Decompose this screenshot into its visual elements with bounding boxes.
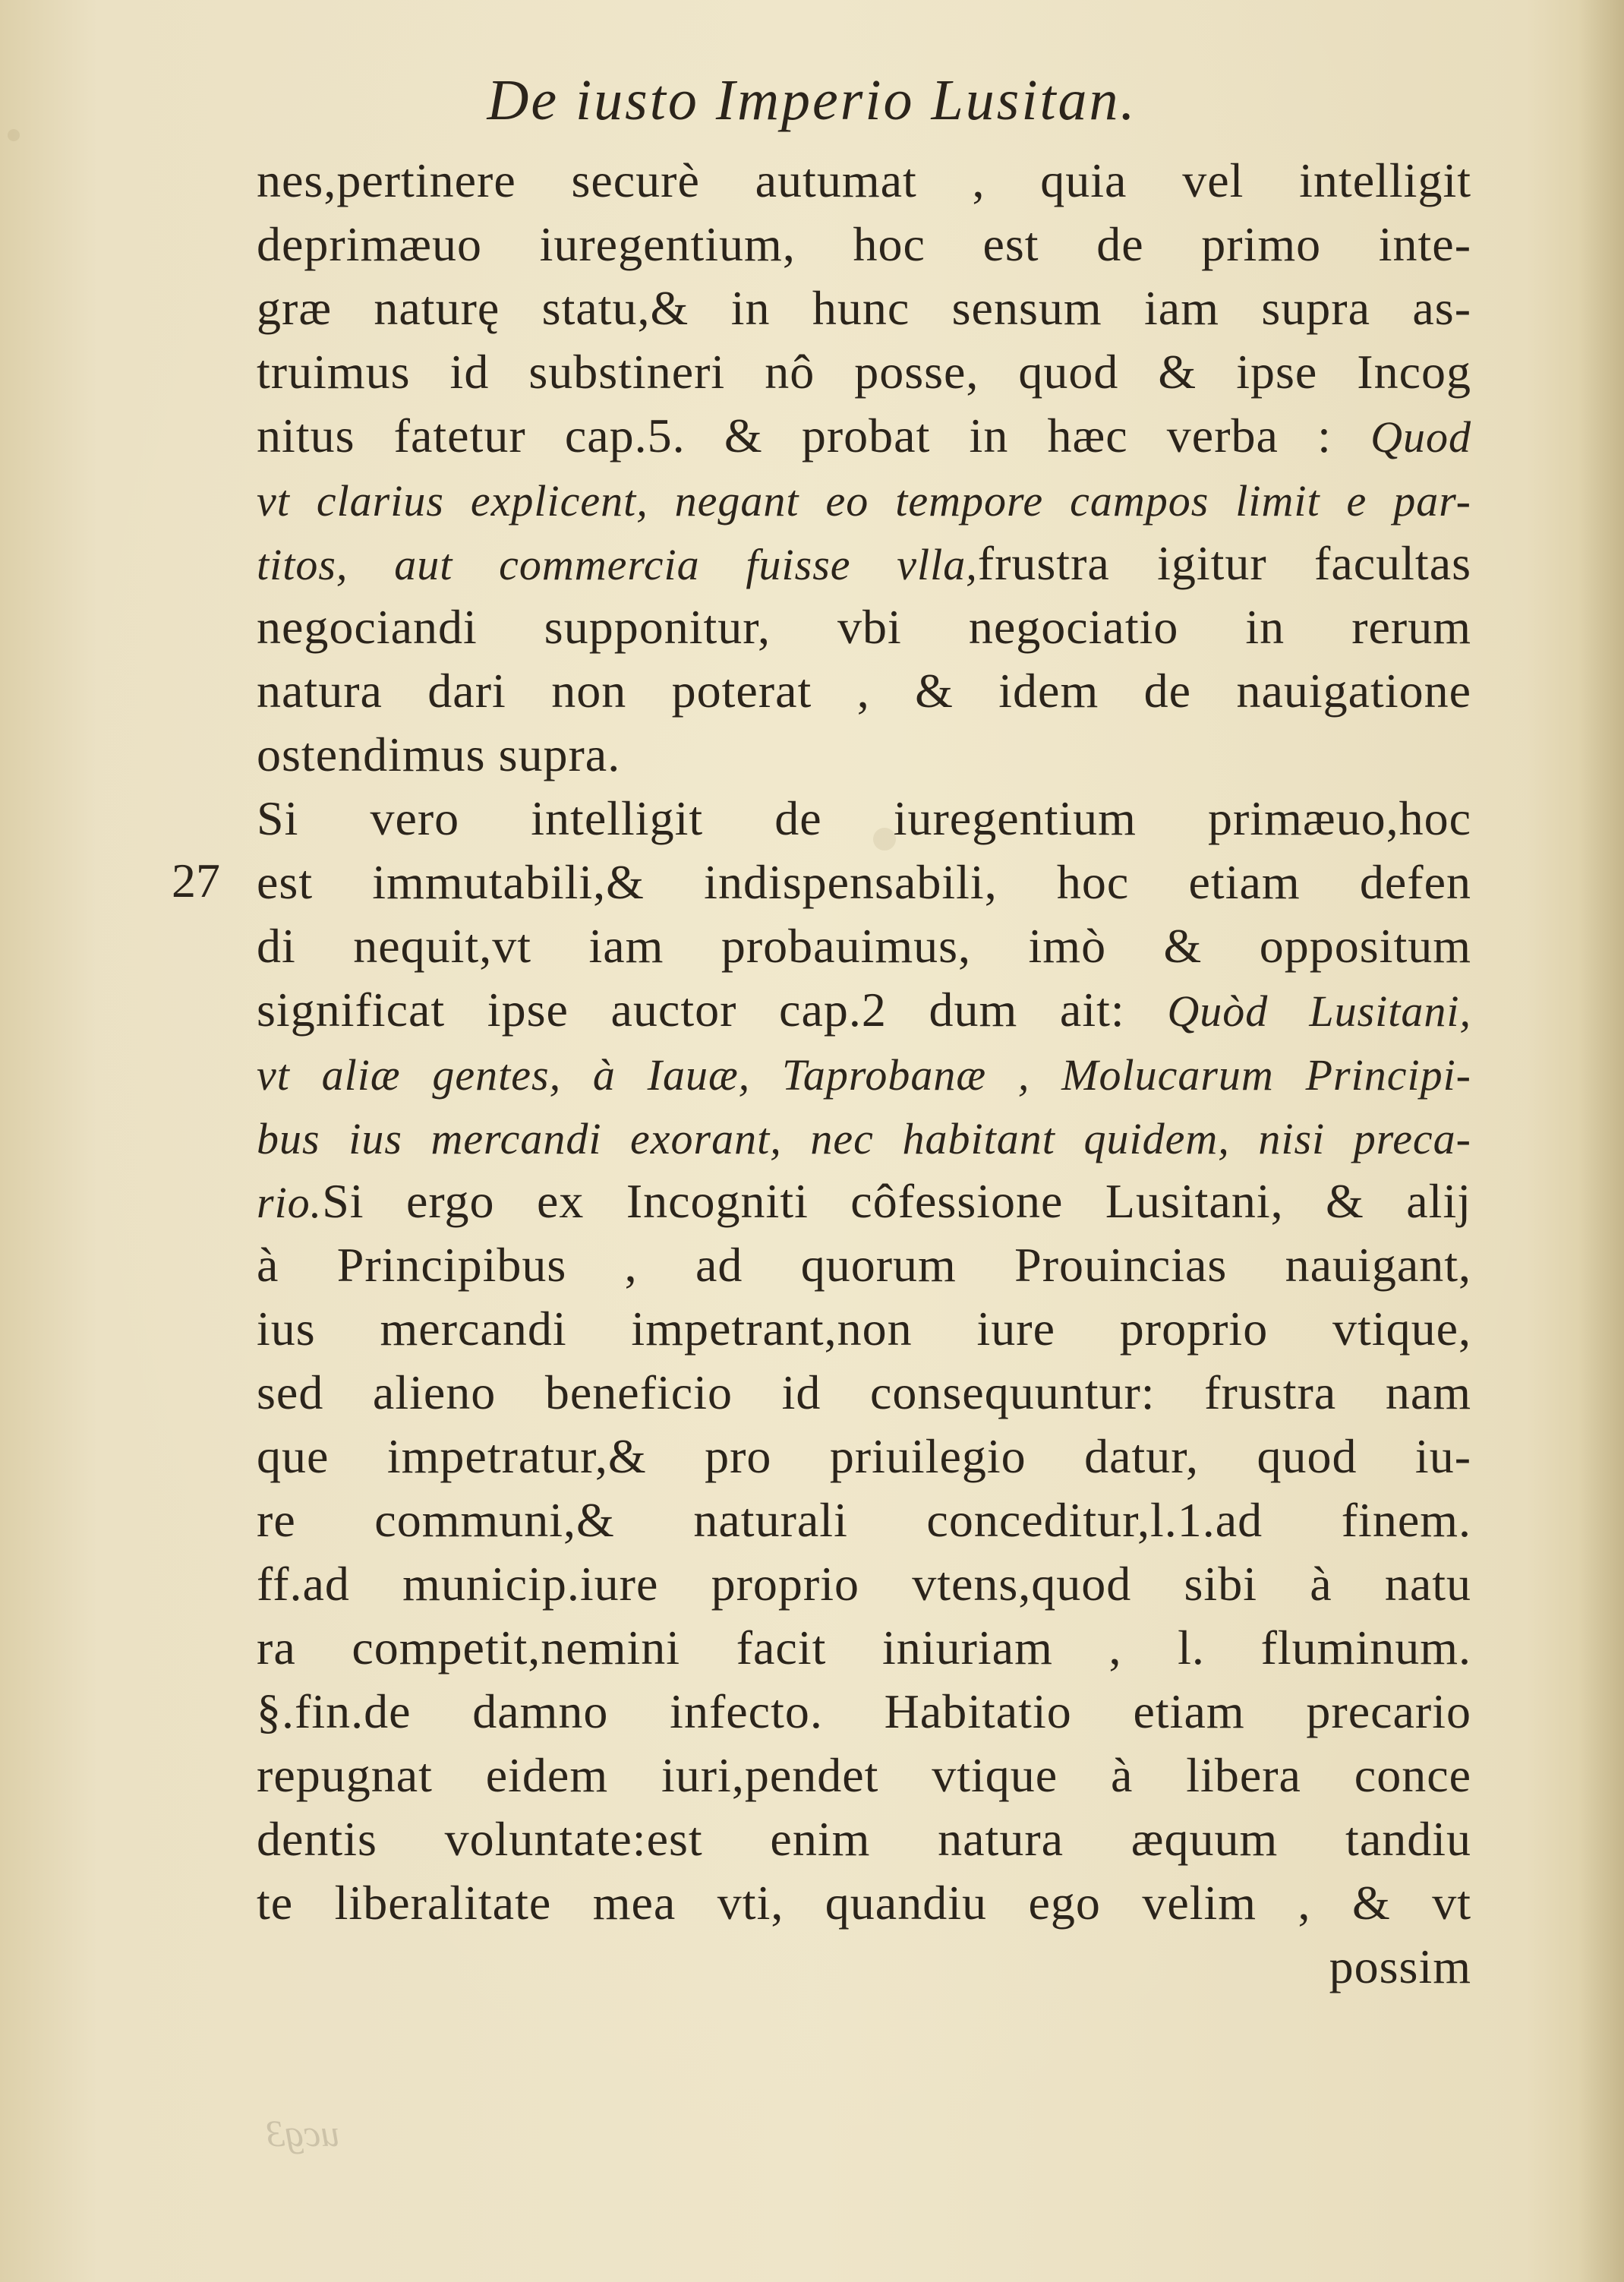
text-line: [257, 1807, 1471, 1871]
text-line: [257, 978, 1471, 1042]
line-text: nes,pertinere securè autumat , quia vel intelligit: [257, 153, 1471, 207]
catchword: possim: [1329, 1940, 1471, 1993]
text-line: [257, 1871, 1471, 1935]
text-line: [257, 276, 1471, 340]
text-line: [257, 1297, 1471, 1361]
line-text: natura dari non poterat , & idem de nauigatione: [257, 664, 1471, 718]
line-text: ostendimus supra.: [257, 728, 621, 781]
italic-quotation: bus ius mercandi exorant, nec habitant quidem, nisi preca-: [257, 1114, 1471, 1163]
text-line: [257, 1169, 1471, 1233]
line-text: à Principibus , ad quorum Prouincias nauigant,: [257, 1238, 1471, 1292]
text-line: [257, 1233, 1471, 1297]
show-through-ink: ucg3: [266, 2112, 340, 2154]
line-text: deprimæuo iuregentium, hoc est de primo inte-: [257, 217, 1471, 271]
text-line: [257, 213, 1471, 276]
text-line: [257, 1361, 1471, 1425]
line-text: Si vero intelligit de iuregentium primæuo,hoc: [257, 791, 1471, 845]
line-text: negociandi supponitur, vbi negociatio in rerum: [257, 600, 1471, 654]
text-line: [257, 1552, 1471, 1616]
italic-quotation: Quod: [1370, 412, 1471, 462]
line-text: truimus id substineri nô posse, quod & ipse Incog: [257, 345, 1471, 399]
text-line: [257, 1680, 1471, 1744]
italic-quotation: vt clarius explicent, negant eo tempore campos limit e par-: [257, 476, 1471, 526]
line-text: dentis voluntate:est enim natura æquum tandiu: [257, 1812, 1471, 1866]
line-text: græ naturę statu,& in hunc sensum iam supra as-: [257, 281, 1471, 335]
line-text: te liberalitate mea vti, quandiu ego velim , & vt: [257, 1876, 1471, 1930]
text-line: [257, 1425, 1471, 1488]
text-line: [257, 851, 1471, 914]
line-text: nitus fatetur cap.5. & probat in hæc verba :: [257, 409, 1371, 462]
text-line: [257, 340, 1471, 404]
text-line: [257, 595, 1471, 659]
line-text: sed alieno beneficio id consequuntur: frustra nam: [257, 1365, 1471, 1419]
text-line: [257, 468, 1471, 532]
text-line: [257, 532, 1471, 595]
text-line: [257, 914, 1471, 978]
line-text: Si ergo ex Incogniti côfessione Lusitani, & alij: [322, 1174, 1471, 1228]
line-text: significat ipse auctor cap.2 dum ait:: [257, 983, 1168, 1037]
line-text: frustra igitur facultas: [977, 536, 1472, 590]
line-text: repugnat eidem iuri,pendet vtique à libera conce: [257, 1748, 1471, 1802]
text-line: [257, 723, 1471, 787]
text-line: [257, 659, 1471, 723]
margin-section-number: 27: [172, 854, 220, 907]
page-edge-shadow: [1578, 0, 1624, 2282]
line-text: est immutabili,& indispensabili, hoc etiam defen: [257, 855, 1471, 909]
italic-quotation: Quòd Lusitani,: [1167, 986, 1472, 1036]
line-text: re communi,& naturali conceditur,l.1.ad finem.: [257, 1493, 1471, 1547]
text-line: [257, 787, 1471, 851]
text-line: [257, 1106, 1471, 1169]
line-text: di nequit,vt iam probauimus, imò & oppositum: [257, 919, 1471, 973]
text-line: [257, 1616, 1471, 1680]
line-text: ius mercandi impetrant,non iure proprio vtique,: [257, 1302, 1471, 1356]
text-line: [257, 149, 1471, 213]
text-line: [257, 1042, 1471, 1106]
text-line: [257, 1488, 1471, 1552]
line-text: que impetratur,& pro priuilegio datur, quod iu-: [257, 1429, 1471, 1483]
body-text: [257, 149, 1471, 1999]
running-head: De iusto Imperio Lusitan.: [487, 68, 1137, 132]
text-line: [257, 1744, 1471, 1807]
italic-quotation: vt aliæ gentes, à Iauæ, Taprobanæ , Molucarum Principi-: [257, 1050, 1471, 1100]
italic-quotation: rio.: [257, 1178, 323, 1227]
line-text: ra competit,nemini facit iniuriam , l. fluminum.: [257, 1621, 1471, 1674]
line-text: ff.ad municip.iure proprio vtens,quod sibi à natu: [257, 1557, 1471, 1611]
italic-quotation: titos, aut commercia fuisse vlla,: [257, 540, 978, 589]
text-line: [257, 404, 1471, 468]
line-text: §.fin.de damno infecto. Habitatio etiam precario: [257, 1684, 1471, 1738]
